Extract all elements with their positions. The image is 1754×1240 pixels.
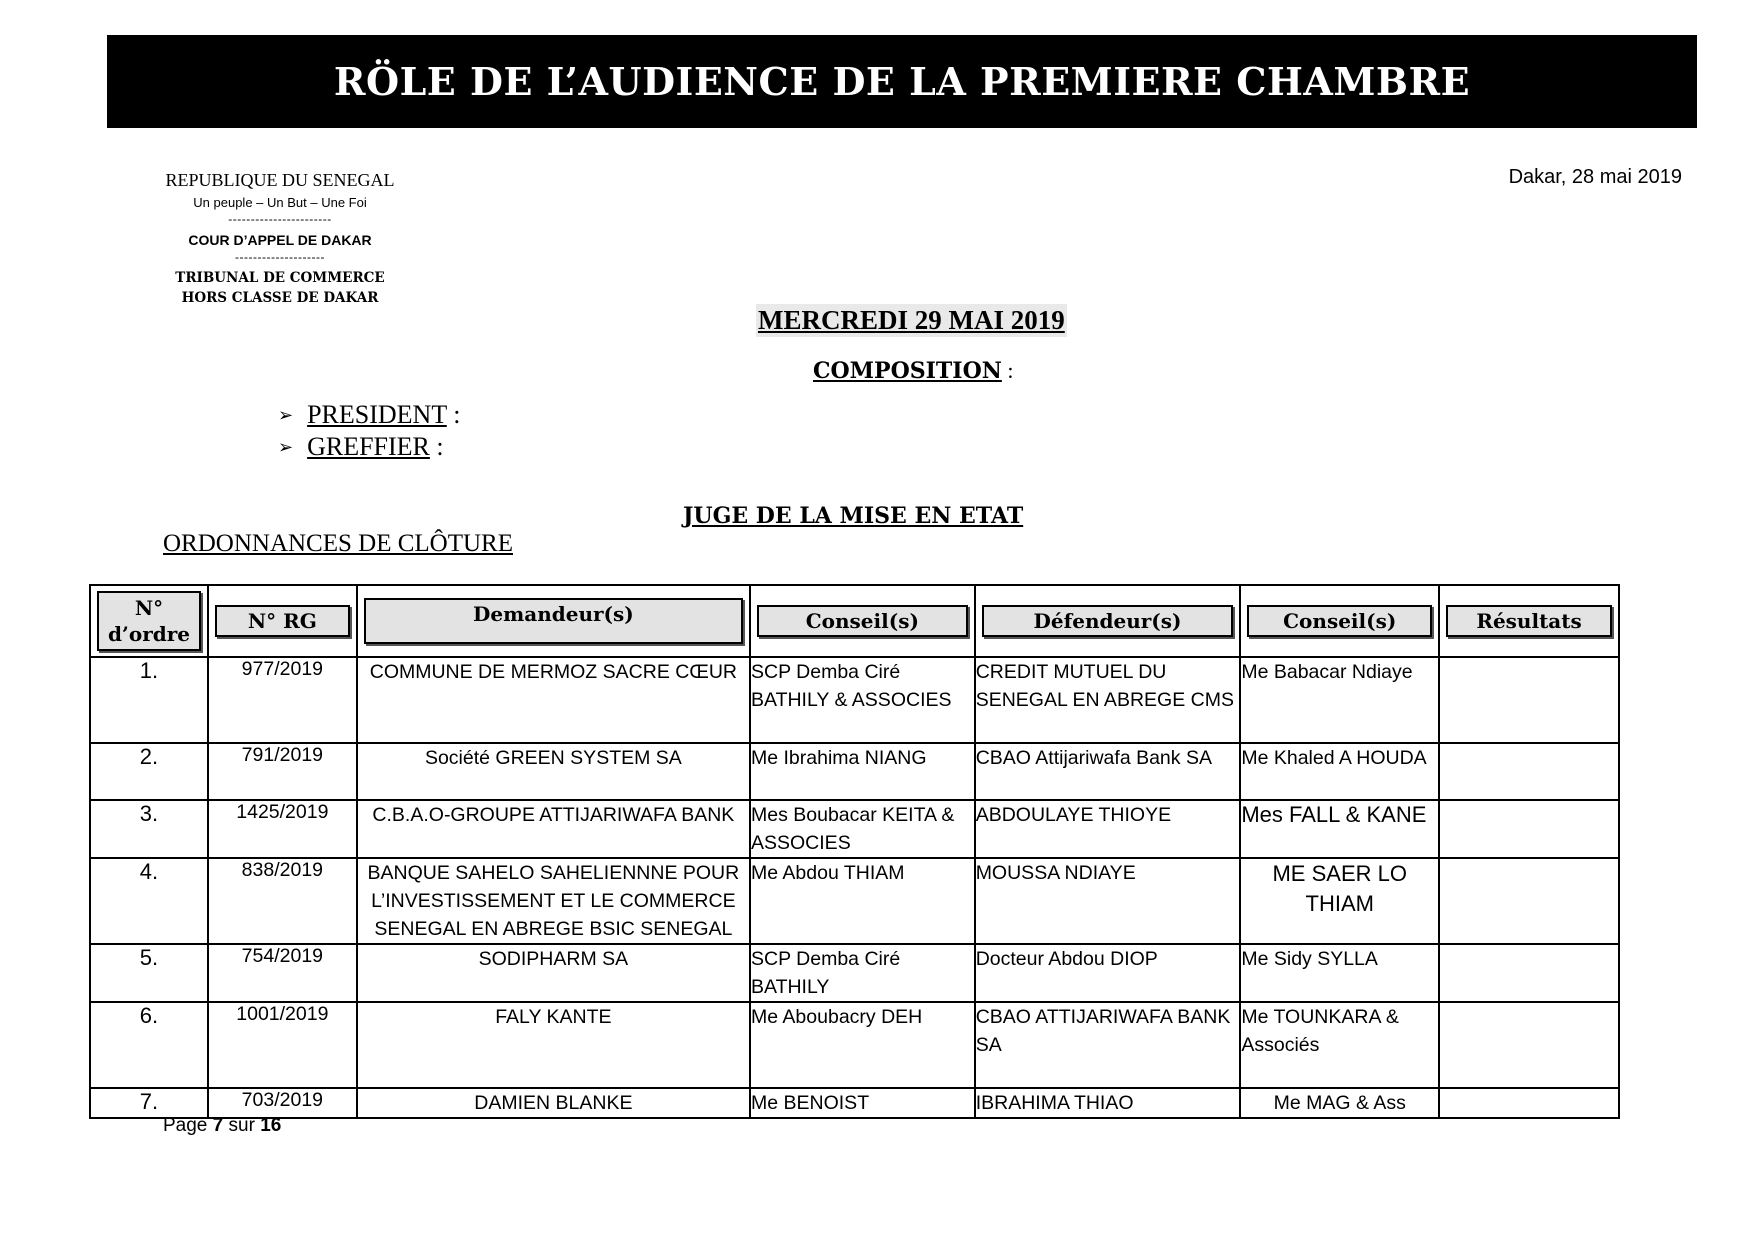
republic-name: REPUBLIQUE DU SENEGAL: [165, 170, 395, 190]
cell-defendeur: IBRAHIMA THIAO: [975, 1088, 1241, 1118]
arrow-bullet-icon: ➢: [278, 437, 294, 458]
cell-rg: 791/2019: [208, 743, 357, 800]
role-suffix: :: [446, 400, 461, 429]
header-conseil-demandeur: Conseil(s): [750, 585, 975, 657]
cell-conseil-defendeur: Me MAG & Ass: [1240, 1088, 1439, 1118]
cell-order: 7.: [90, 1088, 208, 1118]
cell-conseil-demandeur: Mes Boubacar KEITA & ASSOCIES: [750, 800, 975, 858]
page-number: [163, 1115, 281, 1137]
table-row: [90, 1002, 1619, 1088]
header-rg: N° RG: [208, 585, 357, 657]
cell-conseil-demandeur: Me Ibrahima NIANG: [750, 743, 975, 800]
cell-order: 1.: [90, 657, 208, 743]
cell-defendeur: Docteur Abdou DIOP: [975, 944, 1241, 1002]
cell-rg: 1001/2019: [208, 1002, 357, 1088]
header-order: [90, 585, 208, 657]
header-resultats: Résultats: [1439, 585, 1619, 657]
cell-resultat: [1439, 800, 1619, 858]
title-banner: [107, 35, 1697, 128]
cell-defendeur: CBAO ATTIJARIWAFA BANK SA: [975, 1002, 1241, 1088]
section-title: JUGE DE LA MISE EN ETAT: [683, 503, 1024, 529]
cell-conseil-defendeur: Me Babacar Ndiaye: [1240, 657, 1439, 743]
cell-rg: 977/2019: [208, 657, 357, 743]
cell-order: 2.: [90, 743, 208, 800]
role-label: GREFFIER: [307, 432, 430, 461]
composition-colon: :: [1001, 358, 1014, 383]
cell-resultat: [1439, 944, 1619, 1002]
cell-defendeur: CBAO Attijariwafa Bank SA: [975, 743, 1241, 800]
cell-rg: 703/2019: [208, 1088, 357, 1118]
cell-demandeur: Société GREEN SYSTEM SA: [357, 743, 750, 800]
cell-conseil-demandeur: Me Aboubacry DEH: [750, 1002, 975, 1088]
role-label: PRESIDENT: [307, 400, 447, 429]
cell-demandeur: DAMIEN BLANKE: [357, 1088, 750, 1118]
cell-resultat: [1439, 1002, 1619, 1088]
cell-demandeur: FALY KANTE: [357, 1002, 750, 1088]
cell-defendeur: MOUSSA NDIAYE: [975, 858, 1241, 944]
subsection-title: ORDONNANCES DE CLÔTURE: [163, 530, 513, 557]
cell-conseil-defendeur: Me Sidy SYLLA: [1240, 944, 1439, 1002]
tribunal-name: [130, 268, 430, 308]
cell-defendeur: CREDIT MUTUEL DU SENEGAL EN ABREGE CMS: [975, 657, 1241, 743]
table-header-row: [90, 585, 1619, 657]
hearing-roll-table: [89, 584, 1620, 1119]
cell-demandeur: COMMUNE DE MERMOZ SACRE CŒUR: [357, 657, 750, 743]
cell-rg: 838/2019: [208, 858, 357, 944]
separator-line: -----------------------: [228, 212, 332, 226]
cell-resultat: [1439, 657, 1619, 743]
table-row: [90, 944, 1619, 1002]
page-current: 7: [212, 1115, 224, 1136]
composition-label: COMPOSITION: [813, 358, 1002, 384]
cell-order: 4.: [90, 858, 208, 944]
page-mid: sur: [223, 1115, 261, 1136]
tribunal-name-line2: HORS CLASSE DE DAKAR: [181, 290, 379, 306]
institution-header: [130, 170, 430, 308]
cell-conseil-demandeur: SCP Demba Ciré BATHILY: [750, 944, 975, 1002]
header-defendeur: Défendeur(s): [975, 585, 1241, 657]
page-title: RÖLE DE L’AUDIENCE DE LA PREMIERE CHAMBRE: [333, 59, 1471, 104]
cell-defendeur: ABDOULAYE THIOYE: [975, 800, 1241, 858]
cell-resultat: [1439, 743, 1619, 800]
cell-conseil-demandeur: Me BENOIST: [750, 1088, 975, 1118]
header-conseil-defendeur: Conseil(s): [1240, 585, 1439, 657]
cell-conseil-demandeur: Me Abdou THIAM: [750, 858, 975, 944]
tribunal-name-line1: TRIBUNAL DE COMMERCE: [175, 270, 385, 286]
cell-rg: 1425/2019: [208, 800, 357, 858]
cell-conseil-defendeur: Mes FALL & KANE: [1240, 800, 1439, 858]
separator-line: --------------------: [235, 250, 325, 264]
arrow-bullet-icon: ➢: [278, 405, 294, 426]
table-row: [90, 800, 1619, 858]
cell-rg: 754/2019: [208, 944, 357, 1002]
table-row: [90, 1088, 1619, 1118]
table-row: [90, 858, 1619, 944]
national-motto: Un peuple – Un But – Une Foi: [193, 195, 367, 210]
cell-order: 3.: [90, 800, 208, 858]
cell-resultat: [1439, 858, 1619, 944]
composition-heading: [813, 358, 1013, 384]
cell-order: 5.: [90, 944, 208, 1002]
role-president: [278, 400, 460, 430]
role-greffier: [278, 432, 444, 462]
cell-demandeur: BANQUE SAHELO SAHELIENNNE POUR L’INVESTISSEMENT ET LE COMMERCE SENEGAL EN ABREGE BSIC SENEGAL: [357, 858, 750, 944]
header-order-line1: N°: [134, 596, 164, 620]
cell-conseil-defendeur: Me Khaled A HOUDA: [1240, 743, 1439, 800]
table-row: [90, 657, 1619, 743]
role-suffix: :: [429, 432, 444, 461]
court-name: COUR D’APPEL DE DAKAR: [188, 232, 372, 248]
table-row: [90, 743, 1619, 800]
cell-order: 6.: [90, 1002, 208, 1088]
document-date: Dakar, 28 mai 2019: [1508, 166, 1682, 188]
cell-resultat: [1439, 1088, 1619, 1118]
cell-conseil-demandeur: SCP Demba Ciré BATHILY & ASSOCIES: [750, 657, 975, 743]
cell-conseil-defendeur: ME SAER LO THIAM: [1240, 858, 1439, 944]
header-order-line2: d’ordre: [107, 622, 191, 646]
page-prefix: Page: [163, 1115, 213, 1136]
cell-demandeur: C.B.A.O-GROUPE ATTIJARIWAFA BANK: [357, 800, 750, 858]
cell-conseil-defendeur: Me TOUNKARA & Associés: [1240, 1002, 1439, 1088]
page-total: 16: [260, 1115, 282, 1136]
header-demandeur: Demandeur(s): [357, 585, 750, 657]
cell-demandeur: SODIPHARM SA: [357, 944, 750, 1002]
hearing-date: MERCREDI 29 MAI 2019: [758, 305, 1065, 335]
